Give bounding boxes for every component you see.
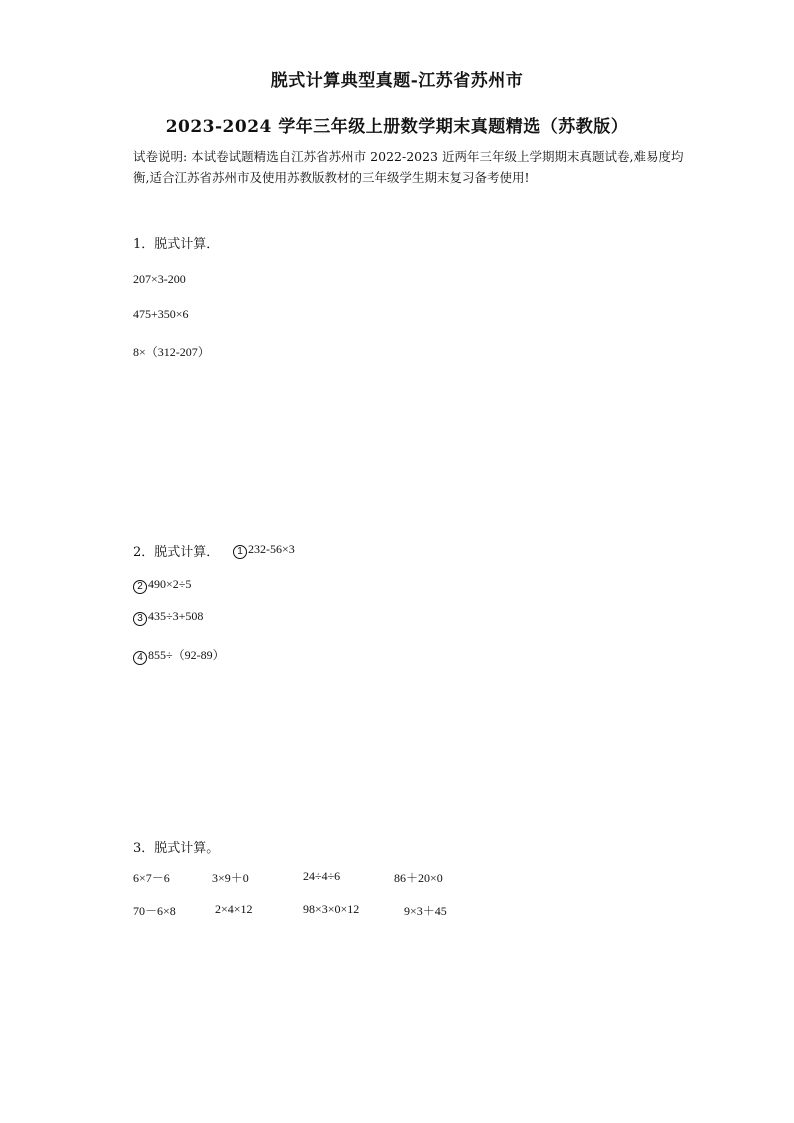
expression: 3×9＋0: [212, 871, 249, 885]
document-title: 脱式计算典型真题-江苏省苏州市: [270, 71, 524, 91]
expression: 98×3×0×12: [303, 902, 360, 916]
question-1-heading: 1．脱式计算．: [133, 237, 220, 252]
expression: 855÷（92-89）: [148, 648, 225, 662]
expression: 232-56×3: [248, 542, 295, 556]
question-1-item: 8×（312-207）: [133, 345, 210, 359]
expression: 70－6×8: [133, 904, 176, 918]
expression: 6×7－6: [133, 871, 170, 885]
expression: 86＋20×0: [394, 871, 443, 885]
question-3-heading: 3．脱式计算。: [133, 841, 220, 856]
question-2-heading: 2．脱式计算．: [133, 545, 220, 560]
expression: 9×3＋45: [404, 904, 447, 918]
question-1-item: 475+350×6: [133, 307, 189, 321]
circled-number: 1: [233, 545, 247, 559]
expression: 2×4×12: [215, 902, 253, 916]
question-2-item: [133, 646, 225, 665]
exam-description: 试卷说明: 本试卷试题精选自江苏省苏州市 2022-2023 近两年三年级上学期期末真题试卷,难易度均衡,适合江苏省苏州市及使用苏教版教材的三年级学生期末复习备考使用!: [133, 149, 684, 185]
circled-number: 2: [133, 580, 147, 594]
circled-number: 4: [133, 651, 147, 665]
document-subtitle: 2023-2024 学年三年级上册数学期末真题精选（苏教版）: [165, 117, 629, 137]
expression: 435÷3+508: [148, 609, 204, 623]
circled-number: 3: [133, 612, 147, 626]
question-2-item: [133, 577, 191, 594]
expression: 24÷4÷6: [303, 869, 341, 883]
expression: 490×2÷5: [148, 577, 192, 591]
question-1-item: 207×3-200: [133, 272, 186, 286]
question-2-item: [133, 609, 203, 626]
question-2-item: [233, 542, 295, 559]
